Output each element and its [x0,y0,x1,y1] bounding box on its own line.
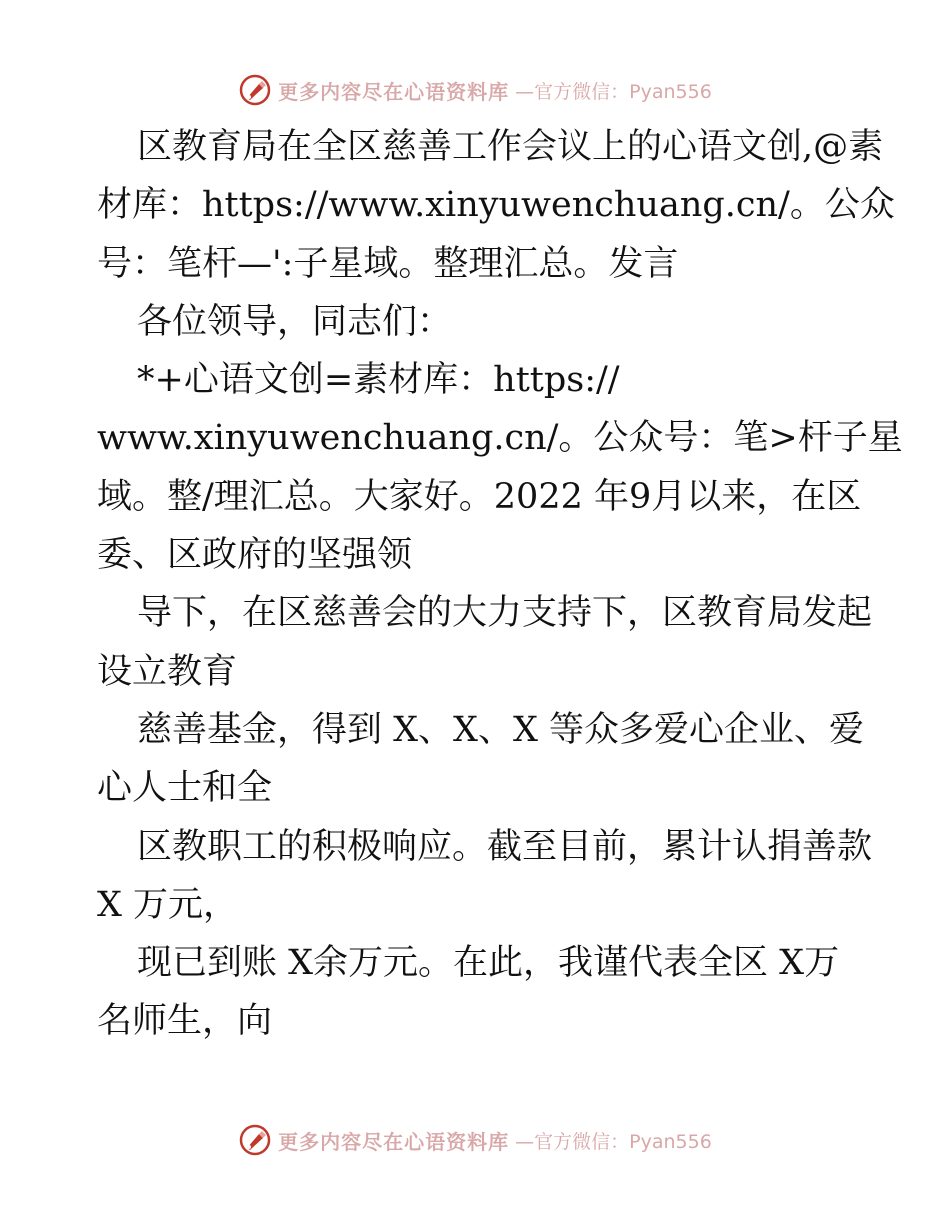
document-line: 设立教育 [97,651,238,692]
watermark-main-text: 更多内容尽在心语资料库 [278,1129,510,1154]
document-line: X 万元， [97,884,239,925]
document-line: *+心语文创=素材库：https:// [137,360,620,401]
document-body [97,118,903,1051]
document-line: 现已到账 X余万元。在此，我谨代表全区 X万 [137,943,840,984]
document-line: 号：笔杆—':子星域。整理汇总。发言 [97,243,679,284]
document-line: 域。整/理汇总。大家好。2022 年9月以来，在区 [97,476,862,517]
document-line: 心人士和全 [97,768,273,809]
document-line: 导下，在区慈善会的大力支持下，区教育局发起 [137,593,873,634]
document-line: 名师生，向 [97,1001,273,1042]
document-line: 慈善基金，得到 X、X、X 等众多爱心企业、爱 [137,709,865,750]
document-line: 区教育局在全区慈善工作会议上的心语文创,@素 [137,127,884,167]
document-line: 委、区政府的坚强领 [97,535,413,576]
document-line: 各位领导，同志们： [137,301,453,342]
document-line: 区教职工的积极响应。截至目前，累计认捐善款 [137,826,873,867]
pen-nib-seal-icon [238,1123,272,1157]
watermark-main-text: 更多内容尽在心语资料库 [278,79,510,104]
document-line: 材库：https://www.xinyuwenchuang.cn/。公众 [97,185,895,226]
pen-nib-seal-icon [238,73,272,107]
watermark-wechat-text: —官方微信：Pyan556 [515,1130,712,1153]
watermark-wechat-text: —官方微信：Pyan556 [515,80,712,103]
footer-watermark [0,1120,950,1160]
header-watermark [0,70,950,110]
document-line: www.xinyuwenchuang.cn/。公众号：笔>杆子星 [97,418,903,459]
